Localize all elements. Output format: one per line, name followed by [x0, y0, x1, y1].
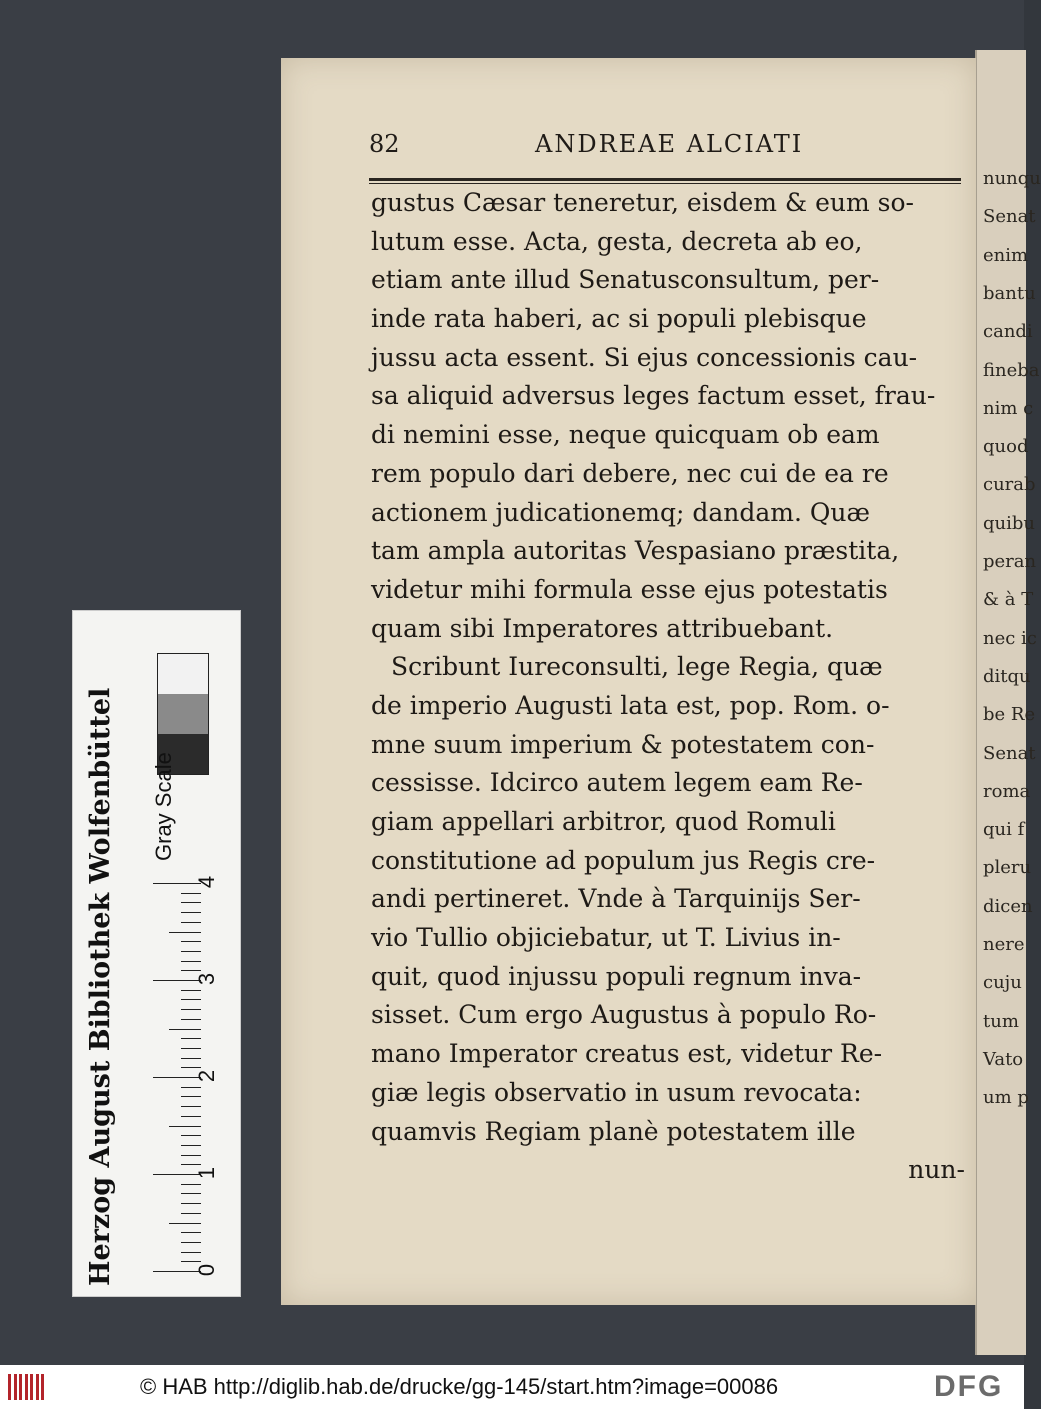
ruler-tick [181, 1261, 201, 1262]
adjacent-page-fragment: um p [983, 1087, 1029, 1109]
running-head: ANDREAE ALCIATI [535, 130, 804, 158]
book-page [281, 58, 976, 1305]
text-line: tam ampla autoritas Vespasiano præstita, [371, 536, 900, 566]
text-line: rem populo dari debere, nec cui de ea re [371, 458, 889, 488]
ruler-tick [181, 1242, 201, 1243]
adjacent-page-fragment: enim [983, 244, 1029, 266]
text-line: mne suum imperium & potestatem con- [371, 729, 875, 759]
adjacent-page-fragment: quibu [983, 512, 1035, 534]
adjacent-page-fragment: candi [983, 321, 1033, 343]
gray-swatch [158, 654, 208, 694]
text-line: quamvis Regiam planè potestatem ille [371, 1116, 856, 1146]
footer-citation: © HAB http://diglib.hab.de/drucke/gg-145/start.htm?image=00086 [140, 1374, 779, 1399]
text-line: inde rata haberi, ac si populi plebisque [371, 304, 867, 334]
ruler-number: 2 [194, 1069, 220, 1083]
page-header [369, 130, 959, 170]
adjacent-page-fragment: pleru [983, 857, 1032, 879]
text-line: sisset. Cum ergo Augustus à populo Ro- [371, 1000, 877, 1030]
adjacent-page-fragment: Vato [983, 1048, 1024, 1070]
ruler-tick [181, 1116, 201, 1117]
adjacent-page-fragment: curab [983, 474, 1036, 496]
page-number: 82 [369, 130, 400, 158]
gray-swatch [158, 694, 208, 734]
gray-scale-label: Gray Scale [151, 752, 176, 861]
ruler-tick [181, 1048, 201, 1049]
ruler-tick [181, 1213, 201, 1214]
ruler-number: 1 [194, 1166, 220, 1180]
text-line: videtur mihi formula esse ejus potestatis [371, 574, 888, 604]
ruler-tick [181, 1232, 201, 1233]
ruler-tick [169, 1029, 201, 1030]
ruler-tick [181, 970, 201, 971]
adjacent-page-fragment: roma [983, 780, 1031, 802]
footer-bar [0, 1365, 1024, 1409]
ruler-tick [181, 1019, 201, 1020]
adjacent-page-fragment: dicen [983, 895, 1033, 917]
text-line: etiam ante illud Senatusconsultum, per- [371, 265, 880, 295]
adjacent-page-fragment: nec ic [983, 627, 1037, 649]
adjacent-page-fragment: & à T [983, 589, 1034, 611]
adjacent-page-fragment: peran [983, 551, 1037, 572]
adjacent-page-fragment: nere [983, 934, 1025, 955]
text-line: cessisse. Idcirco autem legem eam Re- [371, 768, 863, 798]
ruler-institution-label: Herzog August Bibliothek Wolfenbüttel [85, 687, 116, 1286]
adjacent-page-fragment: Senat [983, 206, 1036, 228]
ruler-tick [181, 999, 201, 1000]
ruler-tick [181, 1155, 201, 1156]
text-line: Scribunt Iureconsulti, lege Regia, quæ [391, 652, 883, 682]
adjacent-page-fragment: ditqu [983, 665, 1031, 687]
ruler-tick [181, 941, 201, 942]
ruler-tick [181, 902, 201, 903]
ruler-tick [181, 1193, 201, 1194]
adjacent-page-fragment: nunqu [983, 168, 1041, 189]
text-line: quit, quod injussu populi regnum inva- [371, 961, 862, 991]
ruler-tick [169, 932, 201, 933]
ruler-number: 0 [194, 1263, 220, 1277]
ruler-tick [181, 1058, 201, 1059]
adjacent-page-fragment: qui f [983, 819, 1025, 841]
ruler-tick [181, 951, 201, 952]
ruler-tick [181, 1009, 201, 1010]
text-line: actionem judicationemq; dandam. Quæ [371, 497, 870, 527]
text-line: giam appellari arbitror, quod Romuli [371, 807, 836, 836]
ruler-tick [181, 1184, 201, 1185]
text-line: andi pertineret. Vnde à Tarquinijs Ser- [371, 884, 861, 914]
ruler-tick [181, 1067, 201, 1068]
text-line: giæ legis observatio in usum revocata: [371, 1077, 862, 1107]
text-line: lutum esse. Acta, gesta, decreta ab eo, [371, 226, 863, 256]
ruler-tick [181, 1252, 201, 1253]
body-text [371, 184, 965, 1190]
ruler-tick [181, 1038, 201, 1039]
text-line: de imperio Augusti lata est, pop. Rom. o- [371, 690, 890, 720]
text-line: gustus Cæsar teneretur, eisdem & eum so- [371, 188, 914, 217]
text-line: jussu acta essent. Si ejus concessionis cau- [371, 342, 918, 372]
ruler-tick [181, 1106, 201, 1107]
ruler-tick [169, 1223, 201, 1224]
ruler-tick [181, 1135, 201, 1136]
ruler-tick [181, 1203, 201, 1204]
adjacent-page-fragment: be Re [983, 704, 1036, 726]
adjacent-page-fragment: bantu [983, 282, 1036, 304]
text-line: sa aliquid adversus leges factum esset, frau- [371, 381, 936, 411]
adjacent-page-edge [975, 50, 1041, 1355]
ruler-tick [181, 1145, 201, 1146]
adjacent-page-fragment: tum [983, 1010, 1019, 1032]
ruler-tick [181, 1087, 201, 1088]
ruler-tick [181, 922, 201, 923]
ruler-tick [181, 961, 201, 962]
ruler-tick [181, 1164, 201, 1165]
ruler-number: 4 [194, 875, 220, 889]
text-line: mano Imperator creatus est, videtur Re- [371, 1039, 883, 1069]
ruler-tick [169, 1126, 201, 1127]
text-line: quam sibi Imperatores attribuebant. [371, 613, 834, 643]
text-line: vio Tullio objiciebatur, ut T. Livius in- [371, 923, 841, 953]
color-calibration-ruler [72, 610, 241, 1297]
adjacent-page-fragment: cuju [983, 972, 1022, 994]
dfg-logo: DFG [934, 1370, 1004, 1403]
ruler-ticks [131, 883, 201, 1278]
text-line: di nemini esse, neque quicquam ob eam [371, 420, 880, 450]
adjacent-page-fragment: Senat [983, 742, 1036, 764]
adjacent-page-fragment: quod [983, 436, 1029, 458]
hab-logo-icon [8, 1374, 46, 1400]
adjacent-page-fragment: nim c [983, 397, 1034, 419]
ruler-tick [181, 893, 201, 894]
ruler-tick [181, 912, 201, 913]
catchword: nun- [908, 1155, 965, 1185]
ruler-tick [181, 1096, 201, 1097]
ruler-tick [181, 990, 201, 991]
ruler-number: 3 [194, 972, 220, 986]
adjacent-page-fragment: fineba [983, 359, 1040, 381]
text-line: constitutione ad populum jus Regis cre- [371, 845, 876, 875]
